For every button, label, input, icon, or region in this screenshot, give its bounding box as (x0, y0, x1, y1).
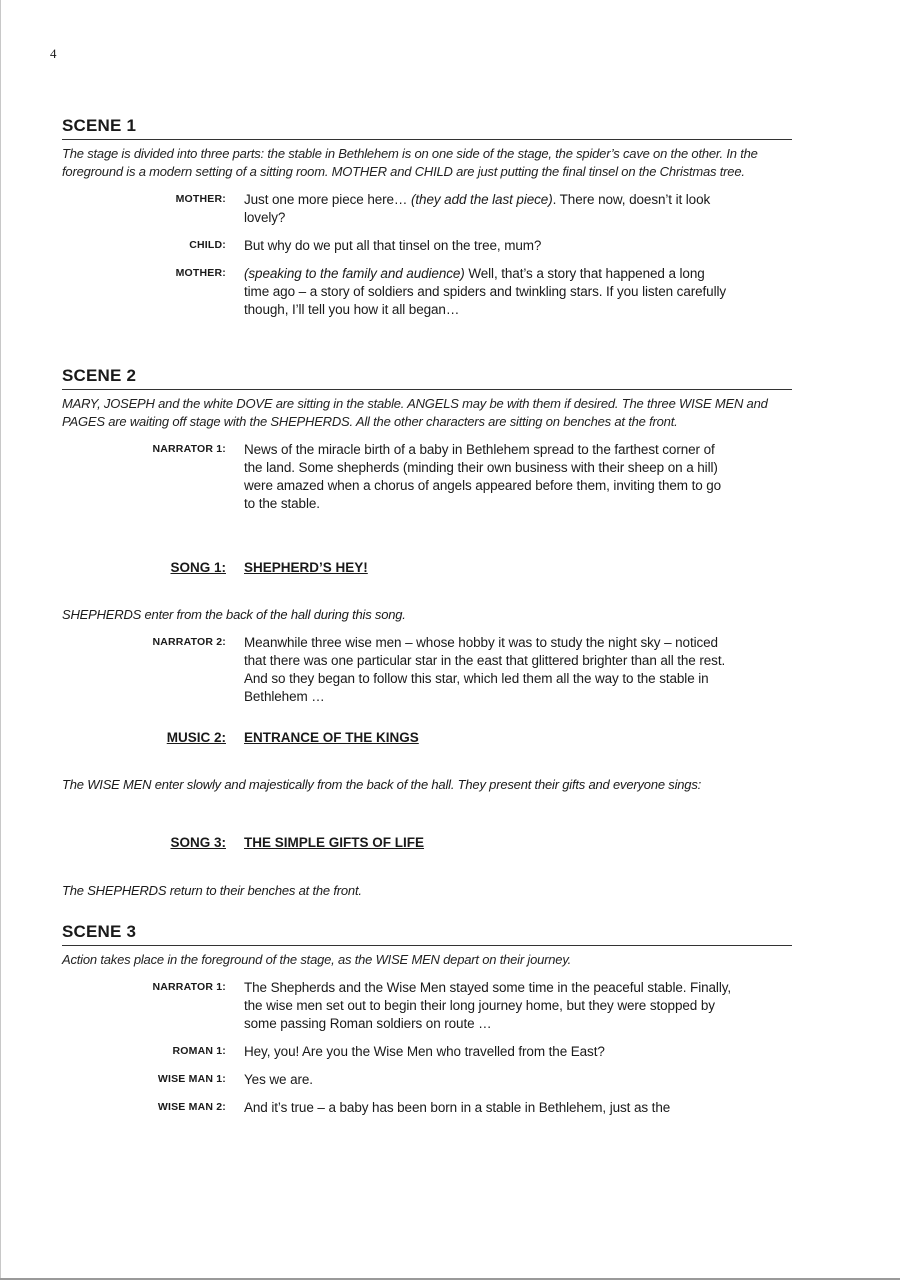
speech-text: The Shepherds and the Wise Men stayed some time in the peaceful stable. Finally, the wise men set out to begin their long journey home, but they were stopped by some passing Roman soldiers on route … (244, 980, 732, 1031)
speaker-label: NARRATOR 1: (152, 443, 226, 455)
speech-text: Yes we are. (244, 1072, 313, 1087)
song-heading (62, 730, 419, 745)
speech-text: And it’s true – a baby has been born in a stable in Bethlehem, just as the (244, 1100, 671, 1115)
speaker-label: WISE MAN 1: (157, 1073, 226, 1085)
scene-3-stage-direction: Action takes place in the foreground of the stage, as the WISE MEN depart on their journey. (62, 952, 572, 967)
speech-direction: (they add the last piece) (411, 192, 553, 207)
speaker-label: MOTHER: (175, 267, 226, 279)
dialogue-line (62, 265, 792, 319)
dialogue-line (62, 1099, 792, 1117)
page-left-edge (0, 0, 1, 1280)
scene-2-stage-direction: MARY, JOSEPH and the white DOVE are sitting in the stable. ANGELS may be with them if desired. The three WISE MEN and PAGES are waiting off stage with the SHEPHERDS. All the other characters are sitting on benches at the front. (62, 396, 768, 429)
song-label: SONG 3: (170, 835, 226, 850)
dialogue-line (62, 1043, 792, 1061)
scene-1-stage-direction: The stage is divided into three parts: the stable in Bethlehem is on one side of the stage, the spider’s cave on the other. In the foreground is a modern setting of a sitting room. MOTHER and CHILD are just putting the final tinsel on the Christmas tree. (62, 146, 758, 179)
song-heading (62, 835, 424, 850)
scene-2-title: SCENE 2 (62, 366, 792, 390)
song-title: SHEPHERD’S HEY! (244, 560, 368, 575)
speech-text: Meanwhile three wise men – whose hobby it was to study the night sky – noticed that there was one particular star in the east that glittered brighter than all the rest. And so they began to follow this star, which led them all the way to the stable in Bethlehem … (244, 635, 726, 704)
stage-direction: The WISE MEN enter slowly and majestically from the back of the hall. They present their gifts and everyone sings: (62, 777, 702, 792)
speech-text (244, 191, 732, 227)
stage-direction: SHEPHERDS enter from the back of the hall during this song. (62, 607, 406, 622)
speaker-label: NARRATOR 2: (152, 636, 226, 648)
speech-text: Hey, you! Are you the Wise Men who travelled from the East? (244, 1044, 605, 1059)
dialogue-line (62, 1071, 792, 1089)
speaker-label: NARRATOR 1: (152, 981, 226, 993)
scene-2 (62, 366, 792, 513)
dialogue-line (62, 979, 792, 1033)
song-title: ENTRANCE OF THE KINGS (244, 730, 419, 745)
speaker-label: MOTHER: (175, 193, 226, 205)
speech-part: . There now, doesn’t it look lovely? (244, 192, 711, 225)
speaker-label: CHILD: (189, 239, 226, 251)
speech-direction: (speaking to the family and audience) (244, 266, 465, 281)
speech-part: Just one more piece here… (244, 192, 411, 207)
song-label: SONG 1: (170, 560, 226, 575)
dialogue-line (62, 237, 792, 255)
speaker-label: ROMAN 1: (172, 1045, 226, 1057)
song-heading (62, 560, 368, 575)
song-label: MUSIC 2: (166, 730, 226, 745)
narrator-2-block (62, 624, 792, 706)
speech-part: Well, that’s a story that happened a long time ago – a story of soldiers and spiders and twinkling stars. If you listen carefully though, I’ll tell you how it all began… (244, 266, 727, 317)
stage-direction: The SHEPHERDS return to their benches at the front. (62, 883, 362, 898)
speech-text (244, 265, 732, 319)
speech-text: News of the miracle birth of a baby in Bethlehem spread to the farthest corner of the land. Some shepherds (minding their own business with their sheep on a hill) were amazed when a chorus of angels appeared before them, inviting them to go to the stable. (244, 442, 722, 511)
scene-3-title: SCENE 3 (62, 922, 792, 946)
scene-1 (62, 116, 792, 319)
dialogue-line (62, 441, 792, 513)
dialogue-line (62, 191, 792, 227)
page-number: 4 (50, 46, 57, 61)
speaker-label: WISE MAN 2: (157, 1101, 226, 1113)
dialogue-line (62, 634, 792, 706)
song-title: THE SIMPLE GIFTS OF LIFE (244, 835, 425, 850)
speech-part: But why do we put all that tinsel on the tree, mum? (244, 238, 542, 253)
speech-text (244, 237, 732, 255)
scene-1-title: SCENE 1 (62, 116, 792, 140)
scene-3 (62, 922, 792, 1117)
